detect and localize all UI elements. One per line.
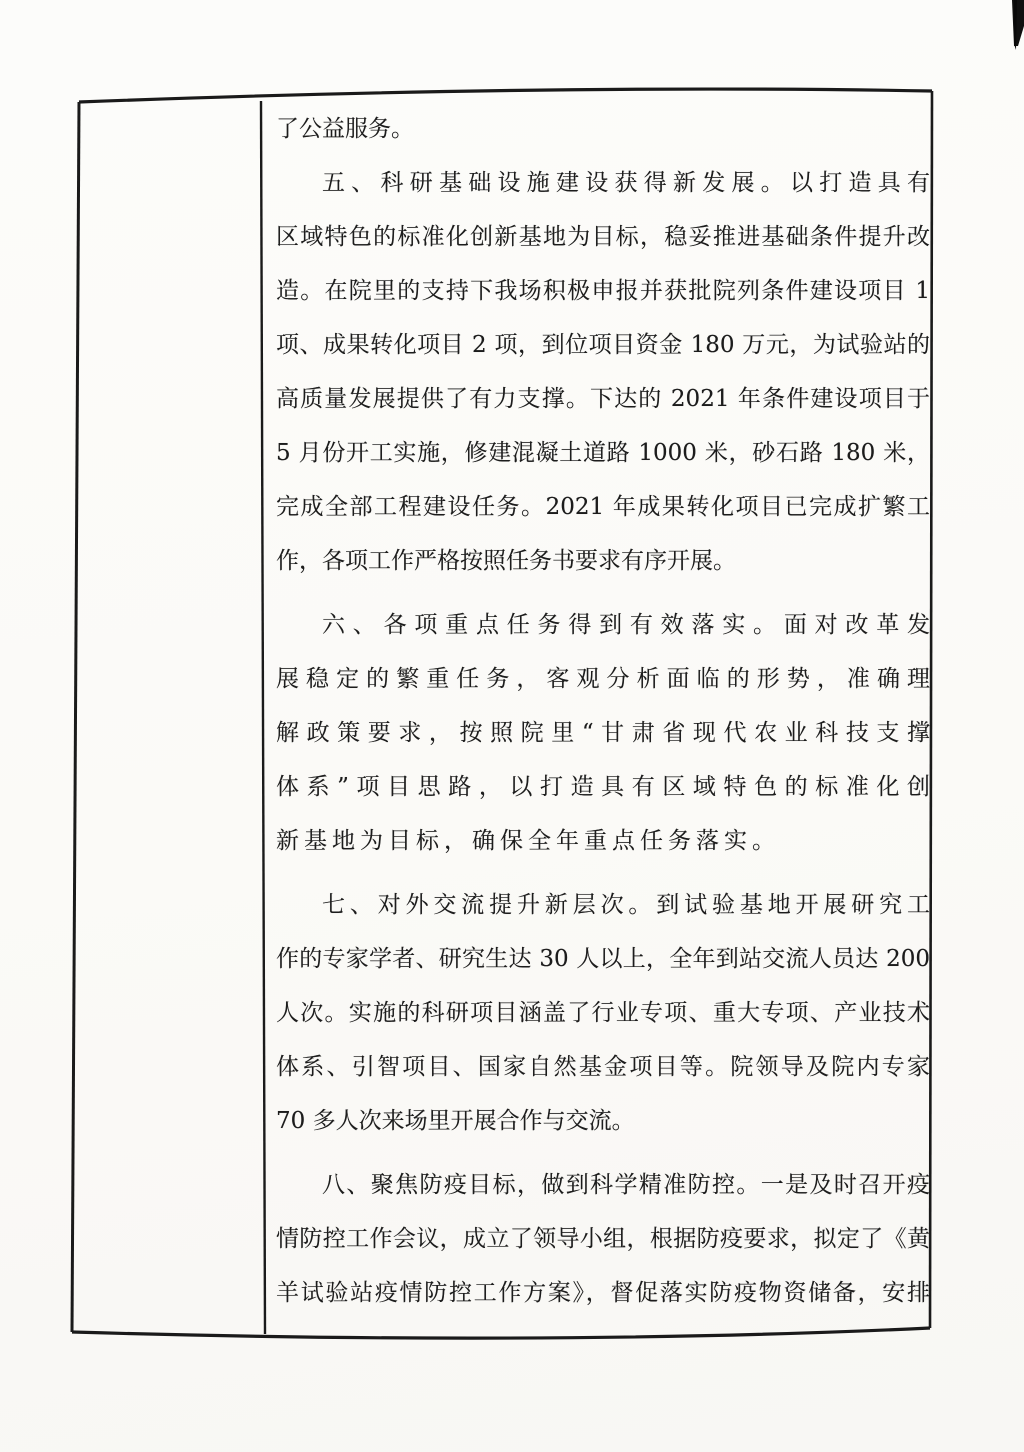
table-label-cell <box>82 104 260 1330</box>
text-line: 体系”项目思路，以打造具有区域特色的标准化创 <box>276 774 930 800</box>
text-line: 解政策要求，按照院里“甘肃省现代农业科技支撑 <box>276 720 930 746</box>
table-border-left <box>72 102 79 1332</box>
text-line: 了公益服务。 <box>276 116 414 142</box>
text-line: 完成全部工程建设任务。2021 年成果转化项目已完成扩繁工 <box>276 494 930 520</box>
text-line: 作的专家学者、研究生达 30 人以上，全年到站交流人员达 200 <box>276 946 930 972</box>
table-content-cell <box>276 102 930 1320</box>
text-line: 区域特色的标准化创新基地为目标，稳妥推进基础条件提升改 <box>276 224 930 250</box>
text-line: 体系、引智项目、国家自然基金项目等。院领导及院内专家 <box>276 1054 930 1080</box>
table-border-top <box>79 89 932 102</box>
page-corner-artifact <box>984 0 1024 60</box>
text-line: 情防控工作会议，成立了领导小组，根据防疫要求，拟定了《黄 <box>276 1226 930 1252</box>
text-line: 六、各项重点任务得到有效落实。面对改革发 <box>322 612 930 638</box>
text-line: 八、聚焦防疫目标，做到科学精准防控。一是及时召开疫 <box>322 1172 930 1198</box>
text-line: 羊试验站疫情防控工作方案》，督促落实防疫物资储备，安排 <box>276 1280 930 1306</box>
text-line: 造。在院里的支持下我场积极申报并获批院列条件建设项目 1 <box>276 278 930 304</box>
text-line: 70 多人次来场里开展合作与交流。 <box>276 1108 635 1134</box>
text-line: 七、对外交流提升新层次。到试验基地开展研究工 <box>322 892 930 918</box>
text-line: 展稳定的繁重任务，客观分析面临的形势，准确理 <box>276 666 930 692</box>
text-line: 新基地为目标，确保全年重点任务落实。 <box>276 828 780 854</box>
text-line: 人次。实施的科研项目涵盖了行业专项、重大专项、产业技术 <box>276 1000 930 1026</box>
text-line: 高质量发展提供了有力支撑。下达的 2021 年条件建设项目于 <box>276 386 930 412</box>
text-line: 作，各项工作严格按照任务书要求有序开展。 <box>276 548 736 574</box>
text-line: 五、科研基础设施建设获得新发展。以打造具有 <box>322 170 930 196</box>
table-border-right <box>930 91 932 1328</box>
text-line: 项、成果转化项目 2 项，到位项目资金 180 万元，为试验站的 <box>276 332 930 358</box>
text-line: 5 月份开工实施，修建混凝土道路 1000 米，砂石路 180 米， <box>276 440 930 466</box>
table-column-divider <box>261 101 265 1334</box>
